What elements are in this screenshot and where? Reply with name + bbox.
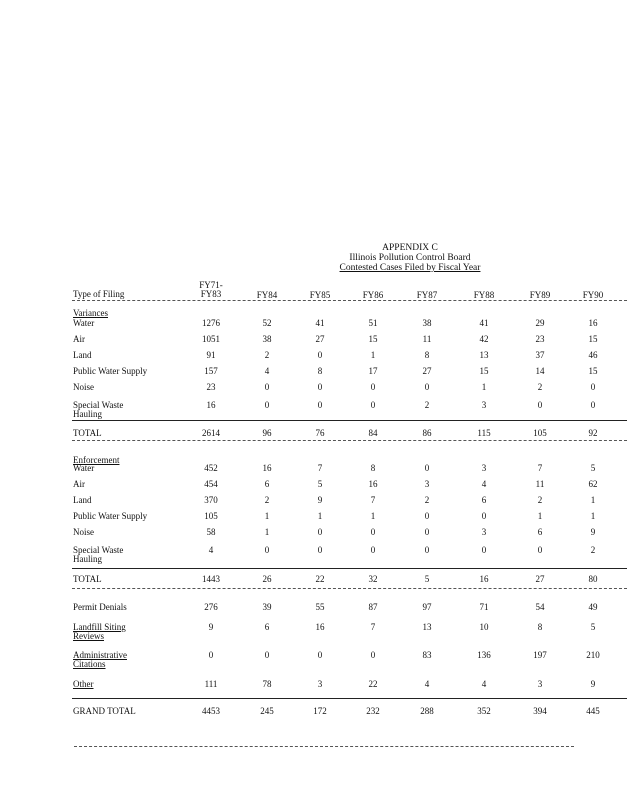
variance-row-cell: 0 xyxy=(317,350,323,360)
variance-row-cell: 2 xyxy=(424,400,430,410)
other-row-label: Citations xyxy=(73,659,106,669)
variance-row-label: Public Water Supply xyxy=(73,366,148,376)
variances-total-cell: 115 xyxy=(477,428,491,438)
enforcement-row-cell: 5 xyxy=(317,479,323,489)
column-header-fy90: FY90 xyxy=(582,290,604,300)
variance-row-cell: 11 xyxy=(422,334,432,344)
enforcement-row-cell: 7 xyxy=(317,463,323,473)
enforcement-row-cell: 4 xyxy=(208,545,214,555)
header-rule xyxy=(72,300,627,301)
other-row-cell: 16 xyxy=(315,622,325,632)
enforcement-row-cell: 4 xyxy=(481,479,487,489)
enforcement-row-cell: 9 xyxy=(590,527,596,537)
variance-row-cell: 46 xyxy=(588,350,598,360)
enforcement-row-cell: 1 xyxy=(537,511,543,521)
enforcement-row-cell: 0 xyxy=(264,545,270,555)
variance-row-cell: 1051 xyxy=(202,334,220,344)
appendix-title: APPENDIX C xyxy=(382,243,438,253)
enforcement-total-underline xyxy=(72,588,627,589)
variance-row-cell: 8 xyxy=(424,350,430,360)
variances-total-rule xyxy=(72,420,627,421)
variance-row-cell: 0 xyxy=(424,382,430,392)
variance-row-cell: 23 xyxy=(206,382,216,392)
other-row-cell: 55 xyxy=(315,602,325,612)
variance-row-cell: 0 xyxy=(370,382,376,392)
other-row-label: Permit Denials xyxy=(73,602,127,612)
other-row-cell: 6 xyxy=(264,622,270,632)
grand-total-rule xyxy=(72,698,627,699)
variance-row-cell: 41 xyxy=(315,318,325,328)
variance-row-cell: 1 xyxy=(370,350,376,360)
enforcement-row-label: Hauling xyxy=(73,554,102,564)
enforcement-row-label: Air xyxy=(73,479,85,489)
variance-row-cell: 8 xyxy=(317,366,323,376)
variance-row-cell: 3 xyxy=(481,400,487,410)
variances-total-underline xyxy=(72,440,627,441)
enforcement-row-cell: 0 xyxy=(370,527,376,537)
enforcement-row-cell: 7 xyxy=(537,463,543,473)
enforcement-row-cell: 3 xyxy=(424,479,430,489)
other-row-label: Other xyxy=(73,679,94,689)
enforcement-row-cell: 6 xyxy=(481,495,487,505)
enforcement-row-cell: 58 xyxy=(206,527,216,537)
other-row-cell: 111 xyxy=(204,679,218,689)
enforcement-row-cell: 2 xyxy=(590,545,596,555)
enforcement-row-label: Special Waste xyxy=(73,545,124,555)
enforcement-row-cell: 3 xyxy=(481,527,487,537)
variance-row-cell: 4 xyxy=(264,366,270,376)
other-row-cell: 3 xyxy=(317,679,323,689)
other-row-cell: 49 xyxy=(588,602,598,612)
other-row-cell: 136 xyxy=(477,650,491,660)
variance-row-cell: 52 xyxy=(262,318,272,328)
enforcement-total-cell: 1443 xyxy=(202,574,220,584)
enforcement-total-cell: 22 xyxy=(315,574,325,584)
other-row-cell: 54 xyxy=(535,602,545,612)
grand-total-cell: 394 xyxy=(533,706,547,716)
other-row-label: Landfill Siting xyxy=(73,622,126,632)
column-header-fy71-83: FY71- xyxy=(199,280,223,290)
section-title-enforcement: Enforcement xyxy=(73,455,120,465)
column-header-type: Type of Filing xyxy=(73,289,125,299)
other-row-cell: 8 xyxy=(537,622,543,632)
variance-row-label: Air xyxy=(73,334,85,344)
variance-row-cell: 1 xyxy=(481,382,487,392)
variance-row-cell: 0 xyxy=(264,400,270,410)
enforcement-row-cell: 16 xyxy=(262,463,272,473)
variances-total-cell: 84 xyxy=(368,428,378,438)
other-row-label: Reviews xyxy=(73,631,104,641)
variance-row-cell: 29 xyxy=(535,318,545,328)
enforcement-row-cell: 0 xyxy=(424,511,430,521)
column-header-fy85: FY85 xyxy=(309,290,331,300)
enforcement-row-cell: 3 xyxy=(481,463,487,473)
enforcement-row-label: Noise xyxy=(73,527,94,537)
other-row-cell: 210 xyxy=(586,650,600,660)
other-row-cell: 4 xyxy=(424,679,430,689)
enforcement-row-cell: 0 xyxy=(424,527,430,537)
enforcement-row-cell: 16 xyxy=(368,479,378,489)
enforcement-row-cell: 7 xyxy=(370,495,376,505)
variance-row-cell: 0 xyxy=(370,400,376,410)
other-row-cell: 0 xyxy=(264,650,270,660)
other-row-label: Administrative xyxy=(73,650,127,660)
grand-total-cell: 172 xyxy=(313,706,327,716)
variance-row-cell: 16 xyxy=(588,318,598,328)
enforcement-total-cell: 27 xyxy=(535,574,545,584)
enforcement-row-cell: 1 xyxy=(264,527,270,537)
variance-row-cell: 16 xyxy=(206,400,216,410)
enforcement-row-cell: 5 xyxy=(590,463,596,473)
column-header-fy87: FY87 xyxy=(416,290,438,300)
enforcement-row-cell: 0 xyxy=(424,545,430,555)
other-row-cell: 5 xyxy=(590,622,596,632)
column-header-fy71-83: FY83 xyxy=(200,289,222,299)
variances-total-label: TOTAL xyxy=(73,428,102,438)
grand-total-cell: 352 xyxy=(477,706,491,716)
org-name: Illinois Pollution Control Board xyxy=(349,253,471,263)
enforcement-row-cell: 0 xyxy=(317,527,323,537)
variance-row-cell: 0 xyxy=(590,400,596,410)
other-row-cell: 78 xyxy=(262,679,272,689)
enforcement-row-cell: 2 xyxy=(537,495,543,505)
variance-row-cell: 0 xyxy=(317,382,323,392)
section-title-variances: Variances xyxy=(73,308,108,318)
other-row-cell: 87 xyxy=(368,602,378,612)
variances-total-cell: 105 xyxy=(533,428,547,438)
variance-row-cell: 17 xyxy=(368,366,378,376)
enforcement-row-label: Land xyxy=(73,495,92,505)
grand-total-cell: 445 xyxy=(586,706,600,716)
variances-total-cell: 86 xyxy=(422,428,432,438)
variance-row-label: Water xyxy=(73,318,95,328)
variance-row-label: Noise xyxy=(73,382,94,392)
enforcement-row-cell: 2 xyxy=(264,495,270,505)
enforcement-row-cell: 0 xyxy=(481,511,487,521)
table-subtitle: Contested Cases Filed by Fiscal Year xyxy=(339,263,481,273)
enforcement-row-cell: 0 xyxy=(481,545,487,555)
variance-row-cell: 41 xyxy=(479,318,489,328)
enforcement-row-cell: 6 xyxy=(264,479,270,489)
grand-total-label: GRAND TOTAL xyxy=(73,706,136,716)
other-row-cell: 276 xyxy=(204,602,218,612)
variance-row-cell: 27 xyxy=(422,366,432,376)
column-header-fy89: FY89 xyxy=(529,290,551,300)
other-row-cell: 0 xyxy=(317,650,323,660)
other-row-cell: 22 xyxy=(368,679,378,689)
other-row-cell: 9 xyxy=(208,622,214,632)
grand-total-cell: 232 xyxy=(366,706,380,716)
other-row-cell: 10 xyxy=(479,622,489,632)
column-header-fy86: FY86 xyxy=(362,290,384,300)
variance-row-label: Hauling xyxy=(73,409,102,419)
variance-row-cell: 13 xyxy=(479,350,489,360)
column-header-fy88: FY88 xyxy=(473,290,495,300)
enforcement-total-cell: 32 xyxy=(368,574,378,584)
variance-row-cell: 15 xyxy=(368,334,378,344)
variances-total-cell: 96 xyxy=(262,428,272,438)
enforcement-row-cell: 1 xyxy=(317,511,323,521)
other-row-cell: 9 xyxy=(590,679,596,689)
enforcement-row-label: Water xyxy=(73,463,95,473)
other-row-cell: 7 xyxy=(370,622,376,632)
variance-row-cell: 14 xyxy=(535,366,545,376)
enforcement-row-cell: 11 xyxy=(535,479,545,489)
enforcement-row-cell: 9 xyxy=(317,495,323,505)
enforcement-row-cell: 370 xyxy=(204,495,218,505)
other-row-cell: 4 xyxy=(481,679,487,689)
grand-total-cell: 245 xyxy=(260,706,274,716)
other-row-cell: 0 xyxy=(370,650,376,660)
enforcement-row-cell: 6 xyxy=(537,527,543,537)
enforcement-row-cell: 0 xyxy=(424,463,430,473)
footer-rule xyxy=(74,746,574,747)
enforcement-total-cell: 5 xyxy=(424,574,430,584)
enforcement-row-cell: 105 xyxy=(204,511,218,521)
variance-row-label: Land xyxy=(73,350,92,360)
enforcement-total-cell: 16 xyxy=(479,574,489,584)
enforcement-row-cell: 0 xyxy=(370,545,376,555)
enforcement-row-cell: 0 xyxy=(537,545,543,555)
variance-row-cell: 23 xyxy=(535,334,545,344)
column-header-fy84: FY84 xyxy=(256,290,278,300)
variance-row-cell: 42 xyxy=(479,334,489,344)
variance-row-cell: 38 xyxy=(422,318,432,328)
variance-row-cell: 0 xyxy=(590,382,596,392)
other-row-cell: 39 xyxy=(262,602,272,612)
other-row-cell: 71 xyxy=(479,602,489,612)
other-row-cell: 0 xyxy=(208,650,214,660)
variance-row-label: Special Waste xyxy=(73,400,124,410)
enforcement-row-cell: 1 xyxy=(264,511,270,521)
variance-row-cell: 157 xyxy=(204,366,218,376)
enforcement-row-cell: 0 xyxy=(317,545,323,555)
enforcement-total-cell: 26 xyxy=(262,574,272,584)
grand-total-cell: 288 xyxy=(420,706,434,716)
variances-total-cell: 92 xyxy=(588,428,598,438)
variance-row-cell: 91 xyxy=(206,350,216,360)
variance-row-cell: 15 xyxy=(588,366,598,376)
variance-row-cell: 0 xyxy=(537,400,543,410)
variance-row-cell: 2 xyxy=(537,382,543,392)
enforcement-row-cell: 2 xyxy=(424,495,430,505)
variance-row-cell: 0 xyxy=(317,400,323,410)
variance-row-cell: 38 xyxy=(262,334,272,344)
other-row-cell: 13 xyxy=(422,622,432,632)
variance-row-cell: 2 xyxy=(264,350,270,360)
enforcement-row-cell: 1 xyxy=(590,495,596,505)
enforcement-row-cell: 1 xyxy=(370,511,376,521)
variance-row-cell: 15 xyxy=(479,366,489,376)
variances-total-cell: 76 xyxy=(315,428,325,438)
variance-row-cell: 1276 xyxy=(202,318,220,328)
other-row-cell: 83 xyxy=(422,650,432,660)
variance-row-cell: 0 xyxy=(264,382,270,392)
other-row-cell: 197 xyxy=(533,650,547,660)
grand-total-cell: 4453 xyxy=(202,706,220,716)
variance-row-cell: 27 xyxy=(315,334,325,344)
variance-row-cell: 37 xyxy=(535,350,545,360)
variances-total-cell: 2614 xyxy=(202,428,220,438)
enforcement-row-cell: 452 xyxy=(204,463,218,473)
variance-row-cell: 15 xyxy=(588,334,598,344)
other-row-cell: 97 xyxy=(422,602,432,612)
enforcement-row-cell: 454 xyxy=(204,479,218,489)
enforcement-total-rule xyxy=(72,568,627,569)
enforcement-row-label: Public Water Supply xyxy=(73,511,148,521)
enforcement-total-label: TOTAL xyxy=(73,574,102,584)
enforcement-total-cell: 80 xyxy=(588,574,598,584)
enforcement-row-cell: 1 xyxy=(590,511,596,521)
other-row-cell: 3 xyxy=(537,679,543,689)
variance-row-cell: 51 xyxy=(368,318,378,328)
enforcement-row-cell: 62 xyxy=(588,479,598,489)
enforcement-row-cell: 8 xyxy=(370,463,376,473)
